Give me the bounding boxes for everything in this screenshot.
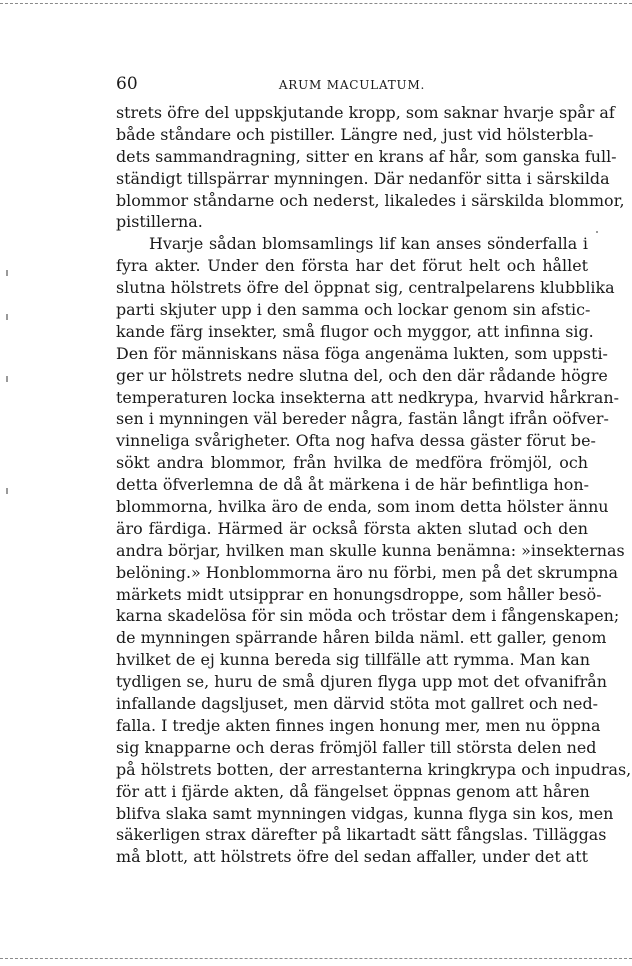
margin-speck: [596, 231, 598, 233]
margin-speck: [6, 314, 8, 320]
text-line: blommorna, hvilka äro de enda, som inom detta hölster ännu: [116, 497, 609, 517]
text-line: kande färg insekter, små flugor och myggor, att infinna sig.: [116, 321, 594, 341]
text-line: detta öfverlemna de då åt märkena i de här befintliga hon-: [116, 475, 589, 495]
text-line: tydligen se, huru de små djuren flyga upp mot det ofvanifrån: [116, 672, 607, 692]
text-line: de mynningen spärrande håren bilda näml. ett galler, genom: [116, 628, 607, 648]
body-text: [116, 102, 632, 868]
text-line: slutna hölstrets öfre del öppnat sig, centralpelarens klubblika: [116, 278, 615, 298]
text-line: temperaturen locka insekterna att nedkrypa, hvarvid hårkran-: [116, 387, 619, 407]
margin-speck: [6, 270, 8, 276]
text-line: falla. I tredje akten finnes ingen honung mer, men nu öppna: [116, 715, 601, 735]
text-line: strets öfre del uppskjutande kropp, som saknar hvarje spår af: [116, 103, 615, 122]
text-line: ger ur hölstrets nedre slutna del, och den där rådande högre: [116, 365, 608, 385]
text-line: parti skjuter upp i den samma och lockar genom sin afstic-: [116, 300, 591, 320]
text-line: på hölstrets botten, der arrestanterna kringkrypa och inpudras,: [116, 759, 632, 779]
text-line: märkets midt utsipprar en honungsdroppe, som håller besö-: [116, 584, 602, 604]
text-line: belöning.» Honblommorna äro nu förbi, men på det skrumpna: [116, 562, 618, 582]
text-line: fyra akter. Under den första har det förut helt och hållet: [116, 256, 588, 276]
text-line: ständigt tillspärrar mynningen. Där nedanför sitta i särskilda: [116, 168, 610, 188]
text-line: vinneliga svårigheter. Ofta nog hafva dessa gäster förut be-: [116, 431, 596, 451]
text-line: säkerligen strax därefter på likartadt sätt fångslas. Tilläggas: [116, 825, 607, 845]
running-head: [116, 74, 588, 94]
text-line: Hvarje sådan blomsamlings lif kan anses sönderfalla i: [149, 234, 588, 254]
bottom-scan-edge: [0, 958, 632, 959]
text-line: dets sammandragning, sitter en krans af hår, som ganska full-: [116, 146, 617, 166]
text-line: för att i fjärde akten, då fängelset öppnas genom att håren: [116, 781, 590, 801]
text-line: pistillerna.: [116, 212, 203, 232]
running-title: ARUM MACULATUM.: [278, 78, 426, 92]
text-line: andra börjar, hvilken man skulle kunna benämna: »insekternas: [116, 540, 625, 560]
text-line: hvilket de ej kunna bereda sig tillfälle att rymma. Man kan: [116, 650, 591, 670]
text-line: både ståndare och pistiller. Längre ned, just vid hölsterbla-: [116, 124, 594, 144]
text-line: infallande dagsljuset, men därvid stöta mot gallret och ned-: [116, 694, 598, 714]
text-line: blifva slaka samt mynningen vidgas, kunna flyga sin kos, men: [116, 803, 614, 823]
text-line: blommor ståndarne och nederst, likaledes i särskilda blommor,: [116, 190, 625, 210]
text-line: äro färdiga. Härmed är också första akten slutad och den: [116, 518, 588, 538]
text-line: sen i mynningen väl bereder några, fastän långt ifrån oöfver-: [116, 409, 609, 429]
text-line: sökt andra blommor, från hvilka de medföra frömjöl, och: [116, 453, 588, 473]
margin-speck: [6, 488, 8, 494]
text-line: karna skadelösa för sin möda och tröstar dem i fångenskapen;: [116, 606, 620, 626]
page-number: 60: [116, 74, 138, 94]
text-line: Den för människans näsa föga angenäma lukten, som uppsti-: [116, 343, 608, 363]
top-scan-edge: [0, 3, 632, 4]
margin-speck: [6, 376, 8, 382]
text-line: må blott, att hölstrets öfre del sedan affaller, under det att: [116, 847, 589, 867]
text-line: sig knapparne och deras frömjöl faller till största delen ned: [116, 737, 597, 757]
